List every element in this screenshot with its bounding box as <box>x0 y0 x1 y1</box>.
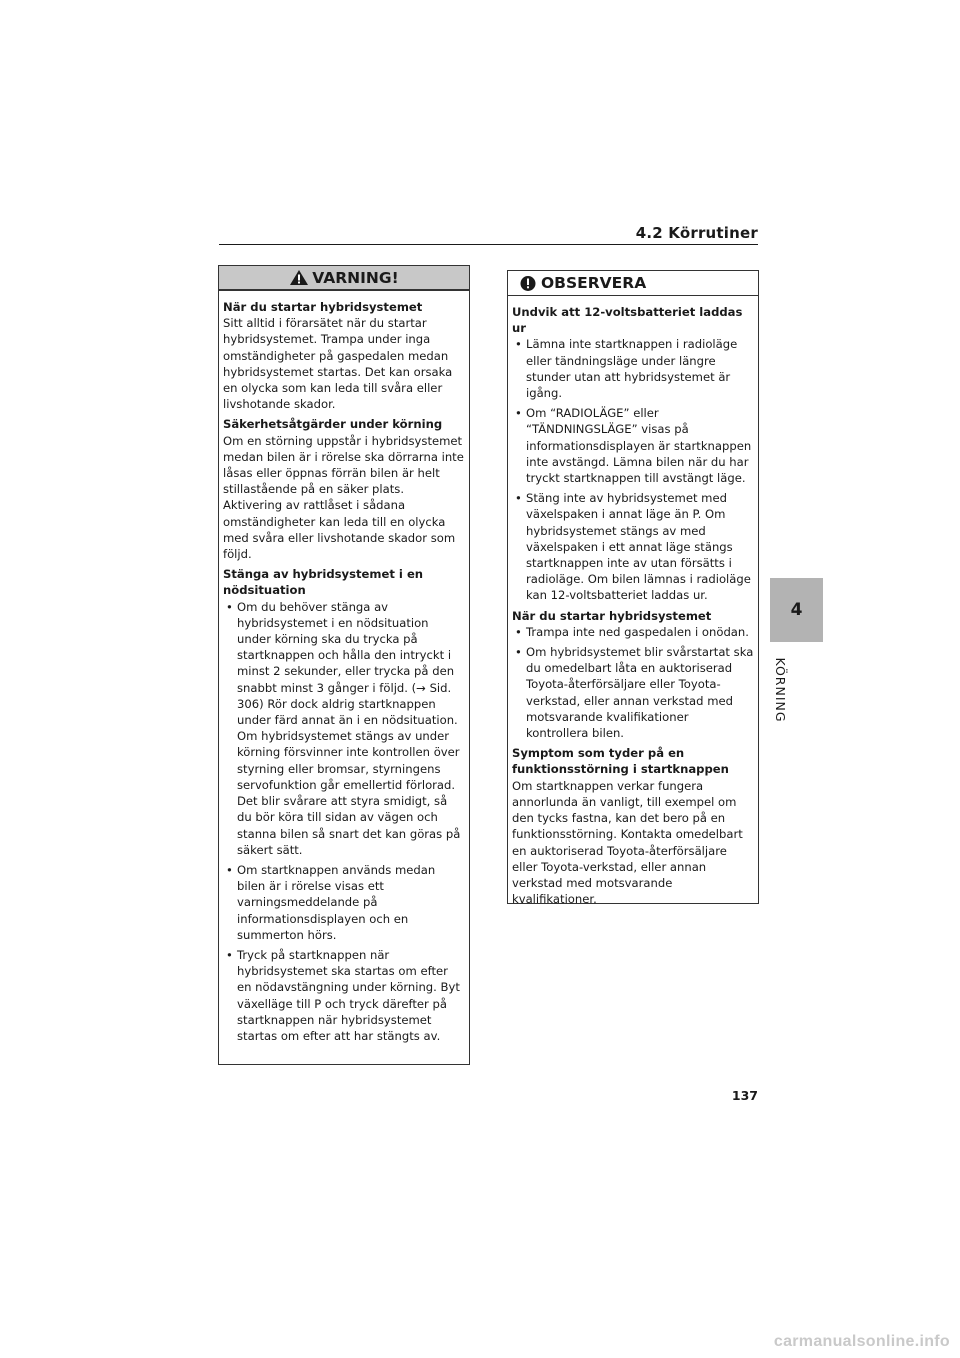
caution-circle-icon <box>518 275 538 292</box>
notice-section-title: När du startar hybridsystemet <box>512 608 712 623</box>
list-item-text: Om startknappen används medan bilen är i rörelse visas ett varningsmeddelande på informationsdisplayen och en summerton hörs. <box>237 862 436 942</box>
list-item <box>512 624 754 640</box>
bullet-icon: • <box>515 624 522 639</box>
notice-bullet-list <box>512 624 754 741</box>
warning-section-title: Säkerhetsåtgärder under körning <box>223 417 443 432</box>
warning-section-text: Sitt alltid i förarsätet när du startar hybridsystemet. Trampa under inga omständigheter på gaspedalen medan hybridsystemet startas. Det kan orsaka en olycka som kan leda till svåra eller livshotande skador. <box>223 316 453 412</box>
list-item <box>223 947 465 1044</box>
list-item-text: Trampa inte ned gaspedalen i onödan. <box>526 624 749 639</box>
list-item <box>512 405 754 486</box>
list-item <box>512 490 754 603</box>
notice-section-text: Om startknappen verkar fungera annorlunda än vanligt, till exempel om den tycks fastna, kan det bero på en funktionsstörning. Kontakta omedelbart en auktoriserad Toyota-återförsäljare eller Toyota-verkstad, eller annan verkstad med motsvarande kvalifikationer. <box>512 778 743 907</box>
warning-box <box>218 265 470 1065</box>
notice-label: OBSERVERA <box>541 274 647 292</box>
list-item <box>223 599 465 858</box>
page-number: 137 <box>731 1088 758 1103</box>
list-item-text: Om hybridsystemet blir svårstartat ska du omedelbart låta en auktoriserad Toyota-återförsäljare eller Toyota-verkstad, eller annan verkstad med motsvarande kvalifikationer kontrollera bilen. <box>526 645 754 741</box>
notice-header <box>508 271 758 296</box>
chapter-tab <box>770 578 823 642</box>
warning-triangle-icon <box>289 269 309 286</box>
warning-label: VARNING! <box>312 268 399 287</box>
list-item <box>223 862 465 943</box>
chapter-number: 4 <box>790 600 803 620</box>
warning-header <box>219 266 469 291</box>
bullet-icon: • <box>515 337 522 352</box>
bullet-icon: • <box>226 947 233 962</box>
warning-section-title: Stänga av hybridsystemet i en nödsituation <box>223 567 424 598</box>
chapter-label: KÖRNING <box>773 657 788 723</box>
list-item-text: Om du behöver stänga av hybridsystemet i en nödsituation under körning ska du trycka på startknappen och hålla den intryckt i minst 2 sekunder, eller trycka på den snabbt minst 3 gånger i följd. (→ Sid. 306) Rör dock aldrig startknappen under färd annat än i en nödsituation. Om hybridsystemet stängs av under körning försvinner inte kontrollen över styrning eller bromsar, styrningens servofunktion går emellertid förlorad. Det blir svårare att styra smidigt, så du bör köra till sidan av vägen och stanna bilen så snart det kan göras på säkert sätt. <box>237 599 461 857</box>
notice-section-title: Symptom som tyder på en funktionsstörning i startknappen <box>512 746 729 777</box>
warning-section-title: När du startar hybridsystemet <box>223 300 423 314</box>
list-item-text: Tryck på startknappen när hybridsystemet ska startas om efter en nödavstängning under körning. Byt växelläge till P och tryck därefter på startknappen när hybridsystemet startas om efter att har stängts av. <box>237 947 460 1043</box>
bullet-icon: • <box>515 491 522 506</box>
list-item-text: Lämna inte startknappen i radioläge eller tändningsläge under längre stunder utan att hybridsystemet är igång. <box>526 337 738 401</box>
list-item-text: Stäng inte av hybridsystemet med växelspaken i annat läge än P. Om hybridsystemet stängs av med växelspaken i ett annat läge stängs startknappen inte av utan försätts i radioläge. Om bilen lämnas i radioläge kan 12-voltsbatteriet laddas ur. <box>526 491 751 603</box>
list-item-text: Om “RADIOLÄGE” eller “TÄNDNINGSLÄGE” visas på informationsdisplayen är startknappen inte avstängd. Lämna bilen när du har tryckt startknappen till avstängt läge. <box>526 406 752 486</box>
watermark-text: carmanualsonline.info <box>773 1333 950 1350</box>
warning-section-text: Om en störning uppstår i hybridsystemet medan bilen är i rörelse ska dörrarna inte låsas eller öppnas förrän bilen är helt stillastående på en säker plats. Aktivering av rattlåset i sådana omständigheter kan leda till en olycka med svåra eller livshotande skador som följd. <box>223 433 464 562</box>
section-header-title: 4.2 Körrutiner <box>635 224 758 242</box>
list-item <box>512 644 754 741</box>
notice-section-title: Undvik att 12-voltsbatteriet laddas ur <box>512 305 743 336</box>
notice-bullet-list <box>512 336 754 603</box>
header-divider <box>219 244 758 245</box>
notice-box <box>507 270 759 907</box>
bullet-icon: • <box>226 862 233 877</box>
bullet-icon: • <box>515 406 522 421</box>
list-item <box>512 336 754 401</box>
warning-bullet-list <box>223 599 465 1044</box>
bullet-icon: • <box>515 645 522 660</box>
bullet-icon: • <box>226 599 233 614</box>
